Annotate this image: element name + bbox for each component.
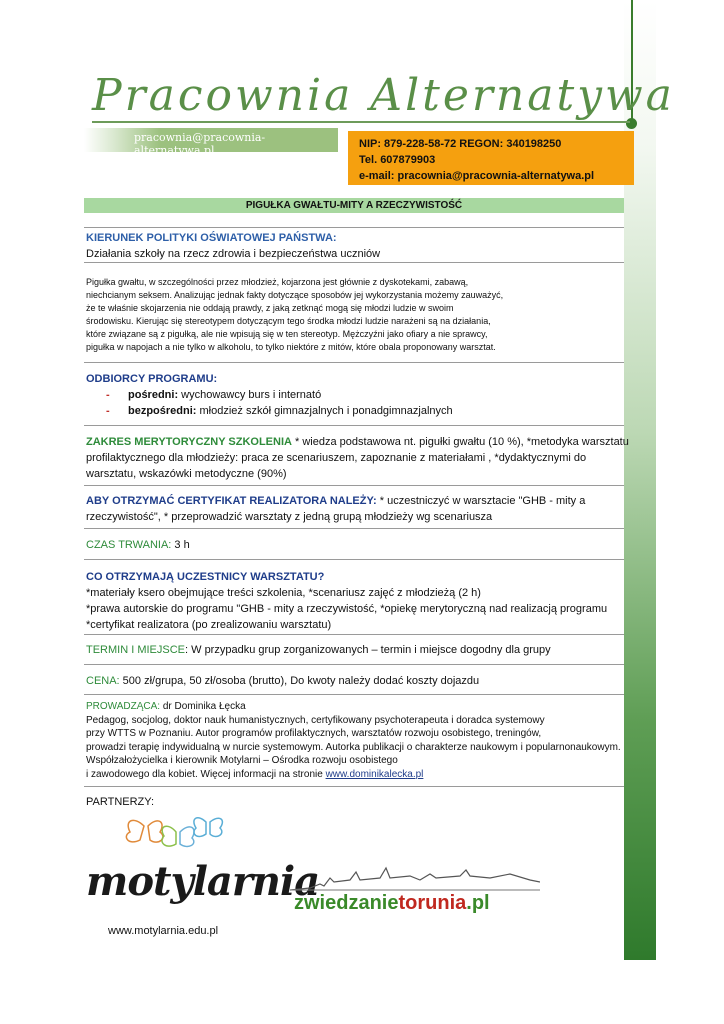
divider xyxy=(84,559,624,560)
divider xyxy=(84,694,624,695)
otrzymaja-line: *certyfikat realizatora (po zrealizowaniu warsztatu) xyxy=(86,619,332,631)
otrzymaja-line: *materiały ksero obejmujące treści szkolenia, *scenariusz zajęć z młodzieżą (2 h) xyxy=(86,587,481,599)
otrzymaja-line: *prawa autorskie do programu "GHB - mity a rzeczywistość, *opiekę merytoryczną nad realizacją programu xyxy=(86,603,608,615)
divider xyxy=(84,664,624,665)
prowadzaca-line: Współzałożycielka i kierownik Motylarni – Ośrodka rozwoju osobistego xyxy=(86,755,398,766)
divider xyxy=(84,425,624,426)
otrzymaja-label: CO OTRZYMAJĄ UCZESTNICY WARSZTATU? xyxy=(86,571,325,583)
certyfikat-section xyxy=(86,493,624,525)
contact-tel: Tel. 607879903 xyxy=(359,154,436,166)
prowadzaca-label: PROWADZĄCA: xyxy=(86,701,161,712)
divider xyxy=(84,227,624,228)
dominikalecka-link[interactable]: www.dominikalecka.pl xyxy=(325,768,424,780)
zt-part-zwiedzanie: zwiedzanie xyxy=(294,892,399,914)
certyfikat-line: rzeczywistość", * przeprowadzić warsztaty z jedną grupą młodzieży wg scenariusza xyxy=(86,511,493,523)
city-skyline-icon xyxy=(290,864,540,894)
termin-value: : W przypadku grup zorganizowanych – termin i miejsce dogodny dla grupy xyxy=(185,644,551,656)
intro-paragraph xyxy=(86,276,624,354)
intro-line: środowisku. Kierując się stereotypem dotyczącym tego środka młodzi ludzie narażeni są na działania, xyxy=(86,316,491,326)
motylarnia-logo xyxy=(86,812,320,920)
contact-box xyxy=(348,131,634,185)
odbiorcy-item xyxy=(86,387,624,403)
zakres-label: ZAKRES MERYTORYCZNY SZKOLENIA xyxy=(86,436,292,448)
kierunek-section xyxy=(86,230,624,262)
prowadzaca-section xyxy=(86,700,624,781)
czas-value: 3 h xyxy=(171,539,190,551)
czas-label: CZAS TRWANIA: xyxy=(86,539,172,551)
logo-title: Pracownia Alternatywa xyxy=(92,70,675,121)
zakres-line: * wiedza podstawowa nt. pigułki gwałtu (10 %), *metodyka warsztatu xyxy=(291,436,629,448)
cena-value: 500 zł/grupa, 50 zł/osoba (brutto), Do kwoty należy dodać koszty dojazdu xyxy=(119,675,480,687)
zwiedzanietorunia-text xyxy=(294,892,490,915)
email-band xyxy=(84,128,338,157)
divider xyxy=(84,262,624,263)
odbiorcy-value: młodzież szkół gimnazjalnych i ponadgimnazjalnych xyxy=(196,405,453,417)
intro-line: że te właśnie skojarzenia nie oddają prawdy, z jaką zetknąć mogą się młodzi ludzie w swoim xyxy=(86,303,454,313)
intro-line: Pigułka gwałtu, w szczególności przez młodzież, kojarzona jest głównie z dyskotekami, zabawą, xyxy=(86,277,469,287)
odbiorcy-key: pośredni: xyxy=(128,389,179,401)
motylarnia-url[interactable]: www.motylarnia.edu.pl xyxy=(108,925,219,937)
nip-regon: NIP: 879-228-58-72 REGON: 340198250 xyxy=(359,138,562,150)
prowadzaca-line: i zawodowego dla kobiet. Więcej informacji na stronie xyxy=(86,768,326,780)
zakres-line: profilaktycznego dla młodzieży: praca ze scenariuszem, zapoznanie z materiałami , *dydaktycznymi do xyxy=(86,452,587,464)
contact-email: e-mail: pracownia@pracownia-alternatywa.pl xyxy=(359,170,595,182)
divider xyxy=(84,485,624,486)
odbiorcy-label: ODBIORCY PROGRAMU: xyxy=(86,373,218,385)
zt-part-torunia: torunia xyxy=(398,892,467,914)
prowadzaca-line: prowadzi terapię indywidualną w nurcie systemowym. Autorka publikacji o charakterze naukowym i popularnonaukowym. xyxy=(86,741,621,753)
odbiorcy-item xyxy=(86,403,624,419)
divider xyxy=(84,786,624,787)
odbiorcy-key: bezpośredni: xyxy=(128,405,197,417)
motylarnia-logo-text: motylarnia xyxy=(86,858,320,905)
divider xyxy=(84,362,624,363)
zakres-line: warsztatu, wskazówki metodyczne (90%) xyxy=(86,468,287,480)
divider xyxy=(84,528,624,529)
zt-part-pl: .pl xyxy=(466,892,490,914)
cena-section xyxy=(86,673,624,689)
kierunek-label: KIERUNEK POLITYKI OŚWIATOWEJ PAŃSTWA: xyxy=(86,232,337,244)
prowadzaca-line: przy WTTS w Poznaniu. Autor programów profilaktycznych, warsztatów rozwoju osobistego, treningów, xyxy=(86,728,542,739)
termin-label: TERMIN I MIEJSCE xyxy=(86,644,186,656)
certyfikat-label: ABY OTRZYMAĆ CERTYFIKAT REALIZATORA NALEŻY: xyxy=(86,495,377,507)
intro-line: które związane są z pigułką, ale nie wpisują się w ten stereotyp. Mężczyźni jako ofiary a nie sprawcy, xyxy=(86,329,488,339)
otrzymaja-section xyxy=(86,569,624,633)
intro-line: niechcianym seksem. Analizując jednak fakty dotyczące sposobów jej wykorzystania możemy zauważyć, xyxy=(86,290,504,300)
intro-line: pigułka w napojach a nie tylko w alkoholu, to tylko niektóre z mitów, które obala proponowany warsztat. xyxy=(86,342,496,352)
logo-email: pracownia@pracownia-alternatywa.pl xyxy=(134,131,266,157)
odbiorcy-section xyxy=(86,371,624,419)
list-dash: - xyxy=(106,389,110,401)
logo-underline xyxy=(92,121,630,123)
termin-section xyxy=(86,642,624,658)
document-title: PIGUŁKA GWAŁTU-MITY A RZECZYWISTOŚĆ xyxy=(84,198,624,213)
czas-section xyxy=(86,537,624,553)
kierunek-value: Działania szkoły na rzecz zdrowia i bezpieczeństwa uczniów xyxy=(86,248,381,260)
prowadzaca-line: Pedagog, socjolog, doktor nauk humanistycznych, certyfikowany psychoterapeuta i doradca systemowy xyxy=(86,714,545,726)
prowadzaca-name: dr Dominika Łęcka xyxy=(160,701,246,712)
cena-label: CENA: xyxy=(86,675,120,687)
zakres-section xyxy=(86,434,629,482)
odbiorcy-value: wychowawcy burs i internató xyxy=(178,389,322,401)
zwiedzanietorunia-logo xyxy=(290,864,540,926)
certyfikat-line: * uczestniczyć w warsztacie "GHB - mity a xyxy=(376,495,586,507)
divider xyxy=(84,634,624,635)
list-dash: - xyxy=(106,405,110,417)
partners-label: PARTNERZY: xyxy=(86,796,155,808)
